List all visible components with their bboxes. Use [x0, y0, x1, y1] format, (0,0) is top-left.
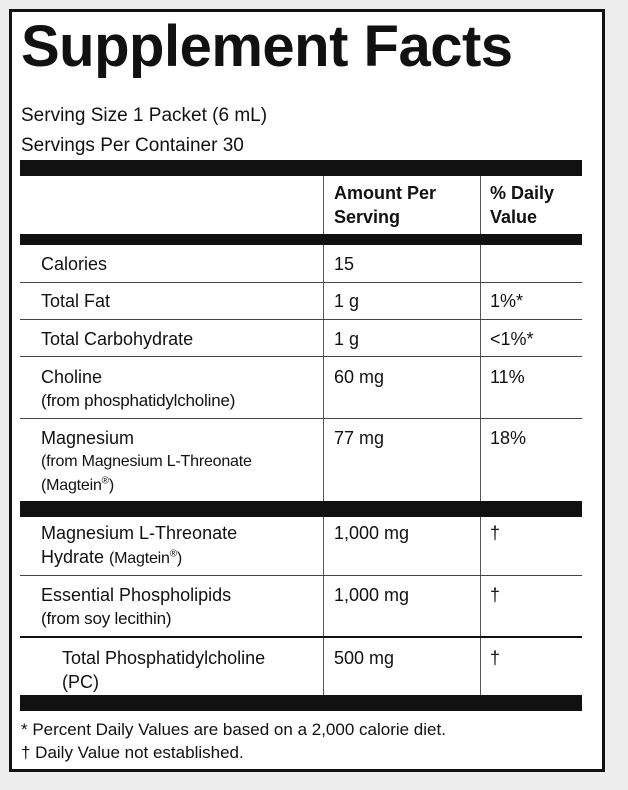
row-magnesium-dv: 18%: [490, 428, 527, 448]
row-divider: [20, 418, 582, 419]
row-divider: [20, 636, 582, 638]
row-total-phosphatidylcholine-amount: 500 mg: [334, 648, 395, 668]
row-divider: [20, 575, 582, 576]
column-divider: [480, 517, 481, 695]
serving-size: Serving Size 1 Packet (6 mL): [21, 105, 268, 126]
row-magnesium-threonate-name: Magnesium L-Threonate Hydrate (Magtein®): [41, 523, 238, 567]
servings-per-container: Servings Per Container 30: [21, 135, 244, 156]
row-choline-dv: 11%: [490, 367, 525, 387]
daily-value-header: % Daily Value: [490, 183, 555, 227]
row-choline-name: Choline (from phosphatidylcholine): [41, 367, 236, 410]
footnote-percent-daily-values: * Percent Daily Values are based on a 2,000 calorie diet.: [21, 720, 446, 739]
column-divider: [480, 176, 481, 234]
row-magnesium-threonate-amount: 1,000 mg: [334, 523, 410, 543]
row-magnesium-name: Magnesium (from Magnesium L-Threonate (Magtein®): [41, 428, 252, 494]
row-total-phosphatidylcholine-dv: †: [490, 648, 501, 668]
column-divider: [323, 245, 324, 501]
row-essential-phospholipids-dv: †: [490, 585, 501, 605]
column-divider: [480, 245, 481, 501]
row-divider: [20, 356, 582, 357]
row-magnesium-threonate-dv: †: [490, 523, 501, 543]
panel-title: Supplement Facts: [21, 14, 513, 79]
footnote-daily-value-not-established: † Daily Value not established.: [21, 743, 244, 762]
amount-header: Amount Per Serving: [334, 183, 437, 227]
row-total-fat-name: Total Fat: [41, 291, 111, 311]
row-divider: [20, 319, 582, 320]
column-divider: [323, 517, 324, 695]
row-total-carbohydrate-dv: <1%*: [490, 329, 534, 349]
row-calories-name: Calories: [41, 254, 108, 274]
row-essential-phospholipids-amount: 1,000 mg: [334, 585, 410, 605]
row-essential-phospholipids-name: Essential Phospholipids (from soy lecithin): [41, 585, 232, 628]
row-total-fat-dv: 1%*: [490, 291, 524, 311]
row-calories-amount: 15: [334, 254, 355, 274]
row-total-phosphatidylcholine-name: Total Phosphatidylcholine (PC): [62, 648, 266, 692]
header-divider-bar: [20, 234, 582, 245]
section-divider-bar: [20, 501, 582, 517]
row-total-fat-amount: 1 g: [334, 291, 360, 311]
column-divider: [323, 176, 324, 234]
row-magnesium-amount: 77 mg: [334, 428, 385, 448]
top-divider-bar: [20, 160, 582, 176]
row-divider: [20, 282, 582, 283]
row-total-carbohydrate-name: Total Carbohydrate: [41, 329, 194, 349]
row-total-carbohydrate-amount: 1 g: [334, 329, 360, 349]
row-choline-amount: 60 mg: [334, 367, 385, 387]
bottom-divider-bar: [20, 695, 582, 711]
